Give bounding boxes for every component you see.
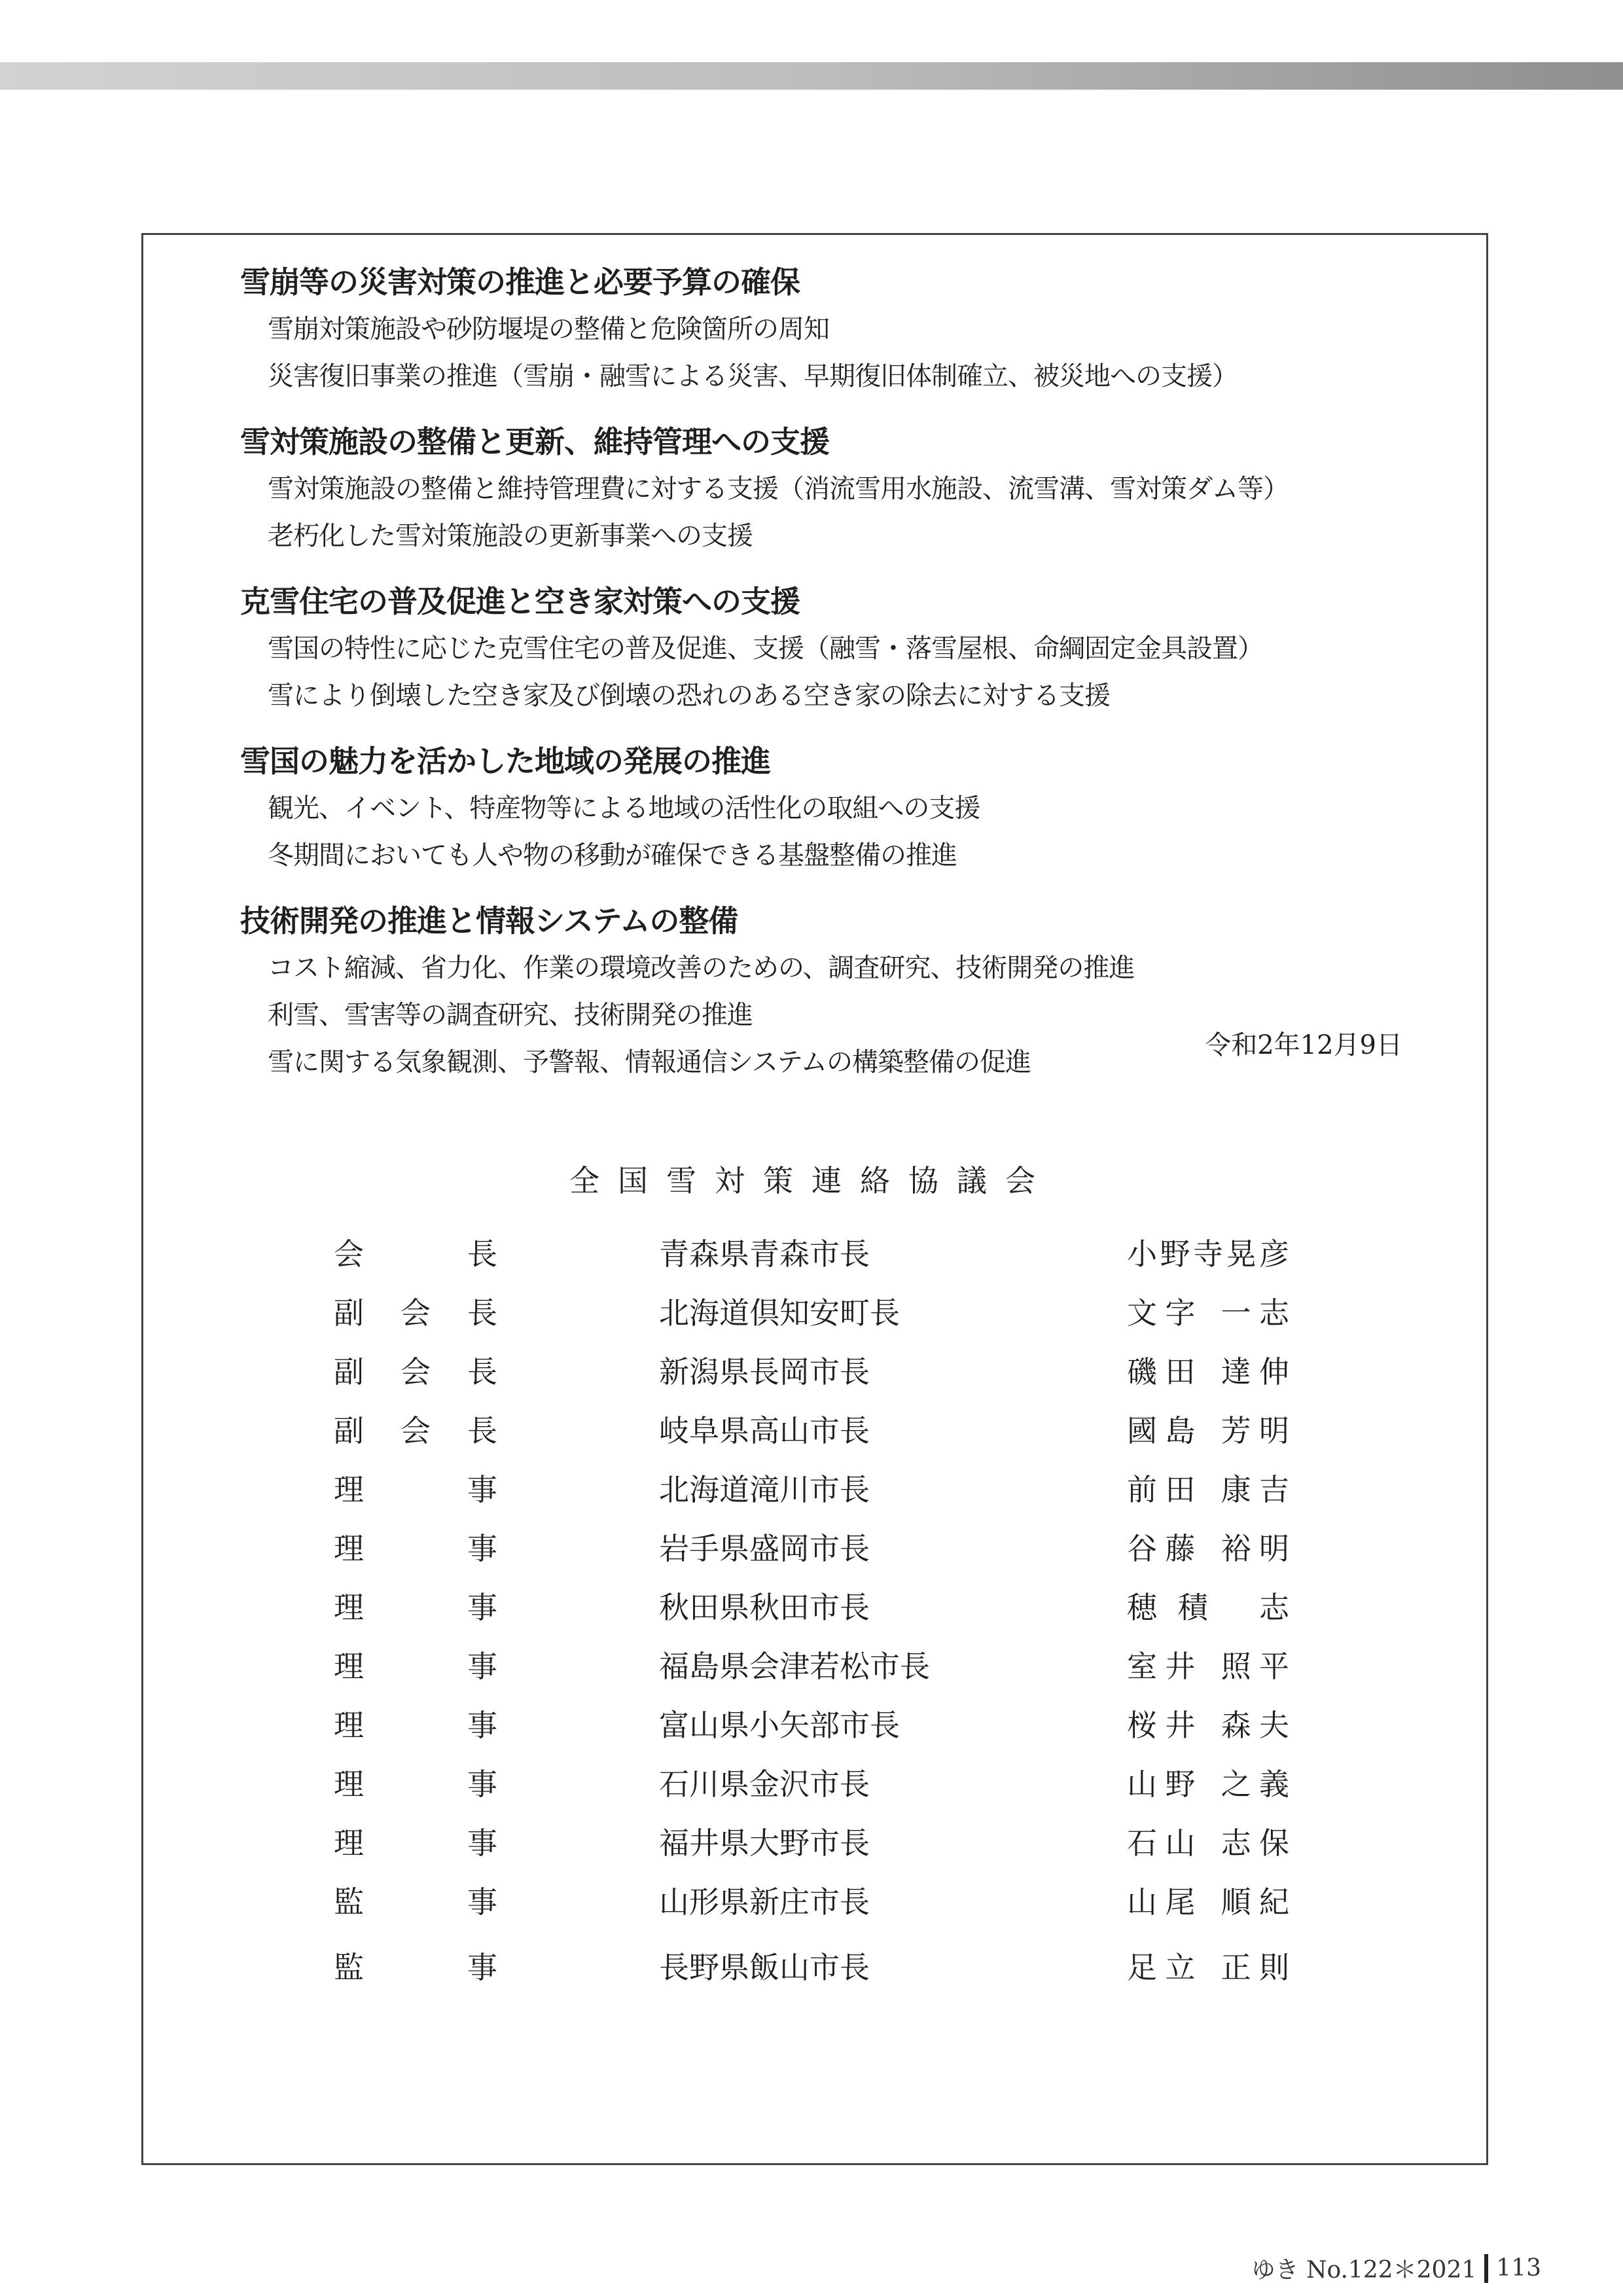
page-number: 113 [1496,2255,1541,2282]
member-list [0,1230,1623,2003]
member-name: 前田 康吉 [1127,1472,1289,1507]
member-municipality: 新潟県長岡市長 [659,1354,870,1390]
member-row [0,1761,1623,1820]
member-role: 副会長 [334,1295,497,1331]
footer-divider [1484,2254,1488,2283]
member-role: 理事 [334,1472,497,1507]
member-name: 穂積 志 [1127,1590,1289,1625]
member-row [0,1702,1623,1761]
section-heading: 技術開発の推進と情報システムの整備 [240,903,738,939]
page-footer [1252,2251,1541,2285]
member-row [0,1643,1623,1702]
member-municipality: 福島県会津若松市長 [659,1649,930,1684]
member-row [0,1289,1623,1348]
section-item: 観光、イベント、特産物等による地域の活性化の取組への支援 [268,793,980,823]
member-name: 桜井 森夫 [1127,1708,1289,1743]
member-row [0,1525,1623,1584]
section-heading: 雪国の魅力を活かした地域の発展の推進 [240,744,770,779]
policy-section [240,259,1418,400]
member-row [0,1878,1623,1937]
section-item: 雪崩対策施設や砂防堰堤の整備と危険箇所の周知 [268,314,829,344]
member-name: 磯田 達伸 [1127,1354,1289,1390]
member-municipality: 長野県飯山市長 [659,1950,870,1985]
member-municipality: 北海道滝川市長 [659,1472,870,1507]
member-municipality: 秋田県秋田市長 [659,1590,870,1625]
member-name: 小野寺晃彦 [1127,1236,1289,1272]
section-item: 災害復旧事業の推進（雪崩・融雪による災害、早期復旧体制確立、被災地への支援） [268,361,1238,391]
section-item: 雪に関する気象観測、予警報、情報通信システムの構築整備の促進 [268,1047,1031,1077]
section-item: 老朽化した雪対策施設の更新事業への支援 [268,521,753,551]
member-municipality: 岩手県盛岡市長 [659,1531,870,1566]
member-name: 足立 正則 [1127,1950,1289,1985]
member-municipality: 福井県大野市長 [659,1825,870,1861]
member-municipality: 山形県新庄市長 [659,1884,870,1920]
policy-section [240,578,1418,719]
member-role: 理事 [334,1825,497,1861]
member-role: 理事 [334,1708,497,1743]
member-name: 室井 照平 [1127,1649,1289,1684]
header-gradient-bar [0,62,1623,90]
section-item: 雪国の特性に応じた克雪住宅の普及促進、支援（融雪・落雪屋根、命綱固定金具設置） [268,634,1263,664]
section-item: 雪対策施設の整備と維持管理費に対する支援（消流雪用水施設、流雪溝、雪対策ダム等） [268,474,1289,504]
member-name: 文字 一志 [1127,1295,1289,1331]
section-item: 雪により倒壊した空き家及び倒壊の恐れのある空き家の除去に対する支援 [268,681,1110,711]
member-role: 監事 [334,1884,497,1920]
section-item: 冬期間においても人や物の移動が確保できる基盤整備の推進 [268,840,957,870]
organization-name: 全国雪対策連絡協議会 [569,1163,1054,1198]
member-role: 理事 [334,1531,497,1566]
section-heading: 克雪住宅の普及促進と空き家対策への支援 [240,584,800,619]
member-role: 理事 [334,1649,497,1684]
member-row [0,1348,1623,1407]
member-row [0,1230,1623,1289]
section-item: 利雪、雪害等の調査研究、技術開発の推進 [268,1000,753,1030]
section-heading: 雪対策施設の整備と更新、維持管理への支援 [240,424,829,459]
member-municipality: 北海道倶知安町長 [659,1295,900,1331]
member-role: 監事 [334,1950,497,1985]
section-heading: 雪崩等の災害対策の推進と必要予算の確保 [240,264,800,300]
policy-sections [240,259,1418,1104]
policy-section [240,738,1418,879]
member-role: 理事 [334,1590,497,1625]
member-municipality: 富山県小矢部市長 [659,1708,900,1743]
member-row [0,1820,1623,1878]
member-name: 山野 之義 [1127,1767,1289,1802]
policy-section [240,418,1418,560]
member-role: 副会長 [334,1354,497,1390]
member-role: 会長 [334,1236,497,1272]
member-name: 谷藤 裕明 [1127,1531,1289,1566]
resolution-date: 令和2年12月9日 [1205,1030,1402,1060]
member-role: 理事 [334,1767,497,1802]
journal-issue: ゆき No.122＊2021 [1251,2257,1477,2284]
member-municipality: 青森県青森市長 [659,1236,870,1272]
member-row [0,1407,1623,1466]
member-name: 山尾 順紀 [1127,1884,1289,1920]
member-row [0,1466,1623,1525]
member-municipality: 石川県金沢市長 [659,1767,870,1802]
section-item: コスト縮減、省力化、作業の環境改善のための、調査研究、技術開発の推進 [268,953,1135,983]
member-name: 石山 志保 [1127,1825,1289,1861]
member-row [0,1584,1623,1643]
member-municipality: 岐阜県高山市長 [659,1413,870,1448]
member-role: 副会長 [334,1413,497,1448]
member-row [0,1944,1623,2003]
member-name: 國島 芳明 [1127,1413,1289,1448]
